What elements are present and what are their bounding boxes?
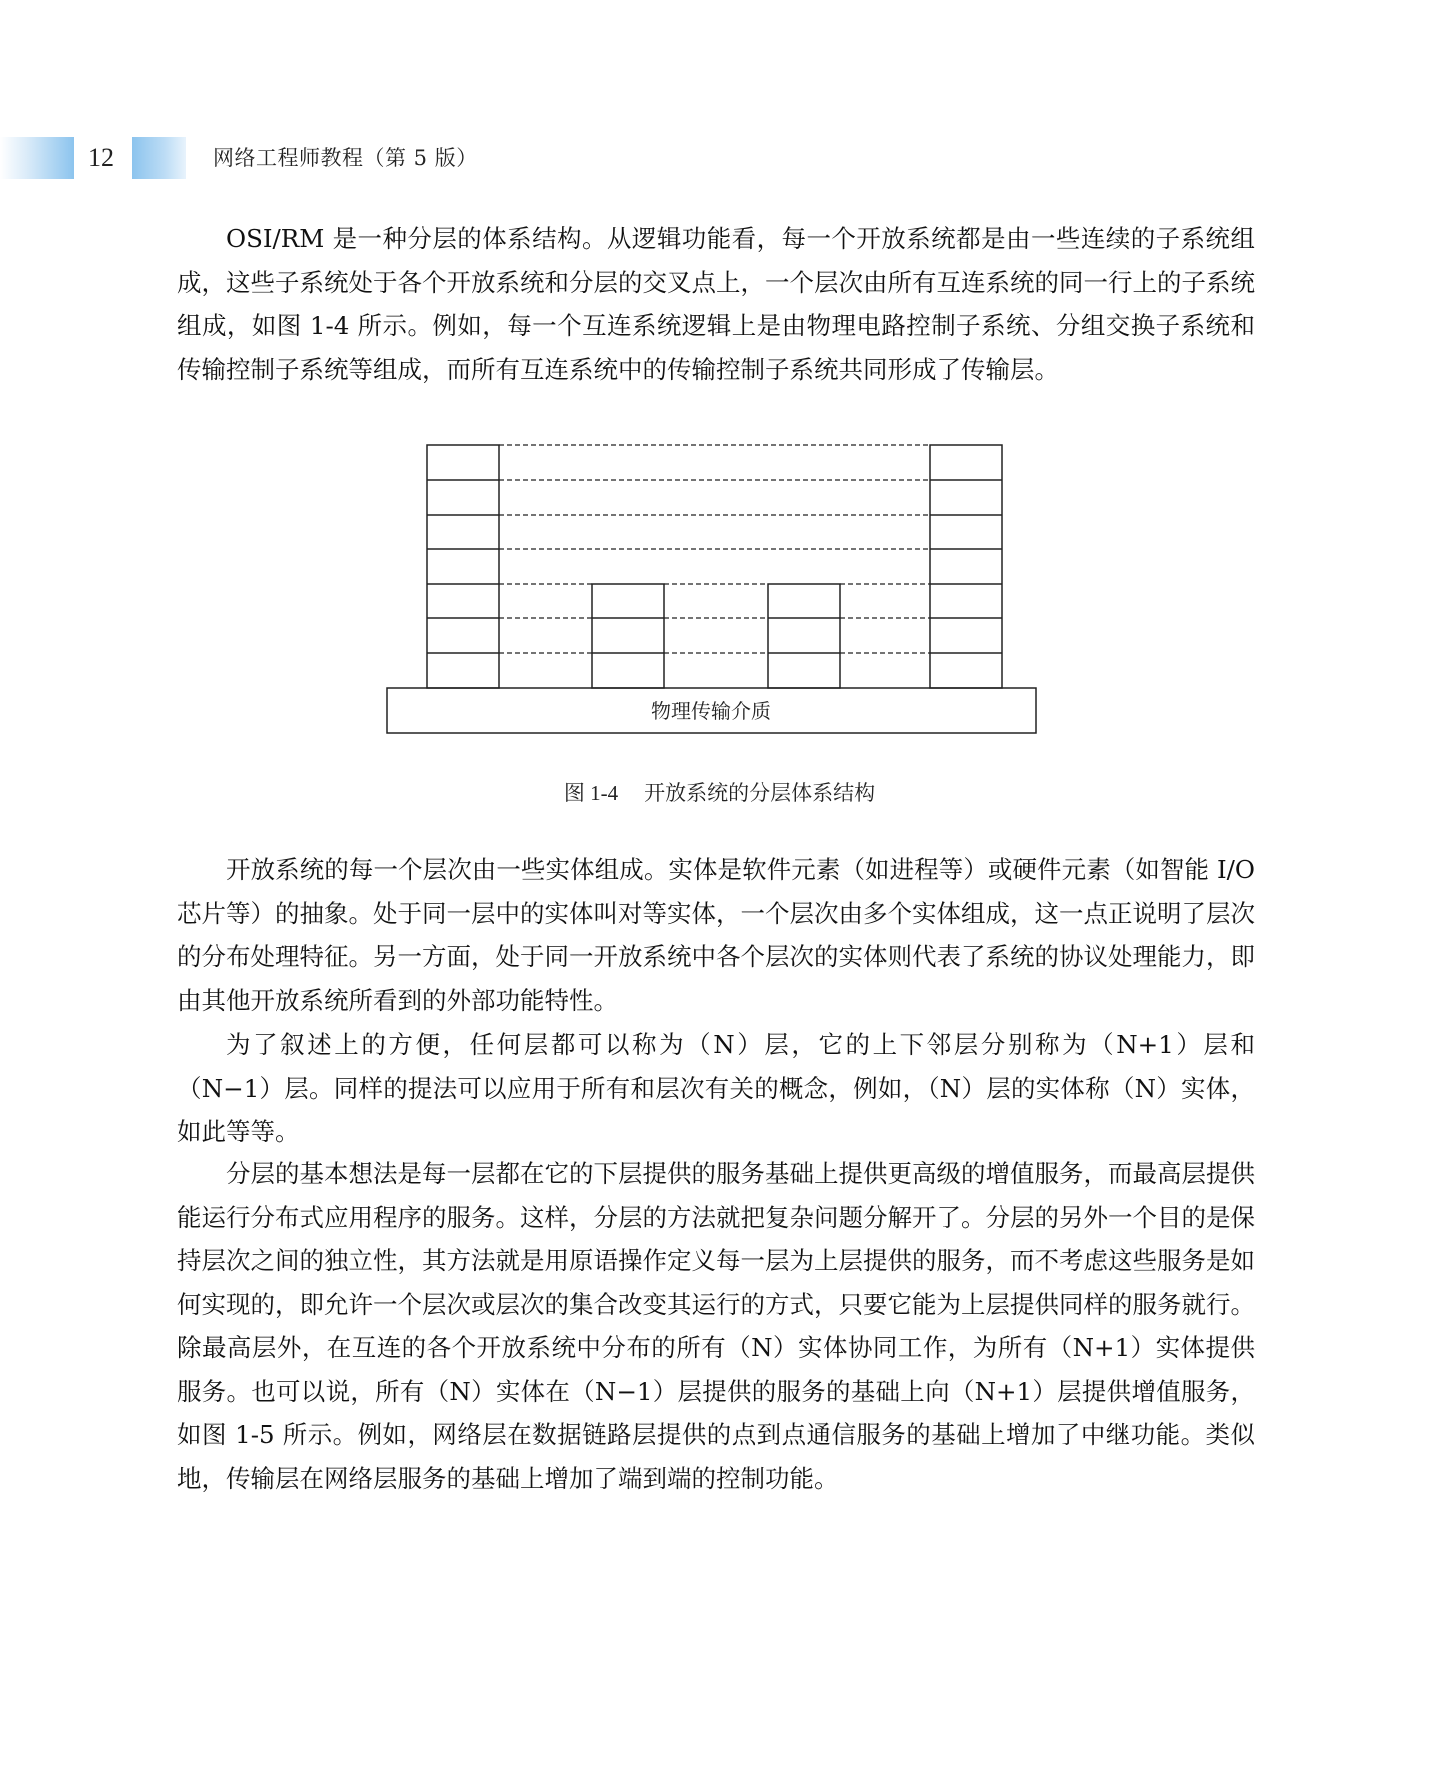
physical-medium-label: 物理传输介质: [651, 699, 771, 723]
page-number: 12: [88, 143, 114, 172]
paragraph-n-layer-notation: 为了叙述上的方便，任何层都可以称为（N）层，它的上下邻层分别称为（N+1）层和（N−1）层。同样的提法可以应用于所有和层次有关的概念，例如，（N）层的实体称（N）实体，如此等等。: [177, 1030, 1255, 1146]
relay-system-1-frame: [592, 584, 664, 688]
figure-caption-text: 开放系统的分层体系结构: [644, 781, 876, 805]
paragraph-entities: 开放系统的每一个层次由一些实体组成。实体是软件元素（如进程等）或硬件元素（如智能 I/O 芯片等）的抽象。处于同一层中的实体叫对等实体，一个层次由多个实体组成，这一点正说明了层次的分布处理特征。另一方面，处于同一开放系统中各个层次的实体则代表了系统的协议处理能力，即由其他开放系统所看到的外部功能特性。: [177, 855, 1255, 1015]
end-system-right-frame: [930, 445, 1002, 688]
figure-caption: [0, 776, 1439, 810]
paragraph-layering-idea: 分层的基本想法是每一层都在它的下层提供的服务基础上提供更高级的增值服务，而最高层提供能运行分布式应用程序的服务。这样，分层的方法就把复杂问题分解开了。分层的另外一个目的是保持层次之间的独立性，其方法就是用原语操作定义每一层为上层提供的服务，而不考虑这些服务是如何实现的，即允许一个层次或层次的集合改变其运行的方式，只要它能为上层提供同样的服务就行。除最高层外，在互连的各个开放系统中分布的所有（N）实体协同工作，为所有（N+1）实体提供服务。也可以说，所有（N）实体在（N−1）层提供的服务的基础上向（N+1）层提供增值服务，如图 1-5 所示。例如，网络层在数据链路层提供的点到点通信服务的基础上增加了中继功能。类似地，传输层在网络层服务的基础上增加了端到端的控制功能。: [177, 1159, 1255, 1493]
figure-caption-label: 图 1-4: [563, 781, 619, 805]
relay-system-2-frame: [768, 584, 840, 688]
end-system-right: [930, 445, 1002, 688]
peer-layer-lines: [499, 445, 930, 653]
paragraph-osi-layered-structure: OSI/RM 是一种分层的体系结构。从逻辑功能看，每一个开放系统都是由一些连续的子系统组成，这些子系统处于各个开放系统和分层的交叉点上，一个层次由所有互连系统的同一行上的子系统组成，如图 1-4 所示。例如，每一个互连系统逻辑上是由物理电路控制子系统、分组交换子系统和传输控制子系统等组成，而所有互连系统中的传输控制子系统共同形成了传输层。: [177, 224, 1255, 384]
figure-layered-architecture: [385, 441, 1038, 735]
relay-system-1: [592, 584, 664, 688]
book-title: 网络工程师教程（第 5 版）: [213, 146, 478, 170]
end-system-left-frame: [427, 445, 499, 688]
header-decoration-left: [0, 137, 74, 179]
relay-system-2: [768, 584, 840, 688]
header-decoration-right: [132, 137, 186, 179]
end-system-left: [427, 445, 499, 688]
